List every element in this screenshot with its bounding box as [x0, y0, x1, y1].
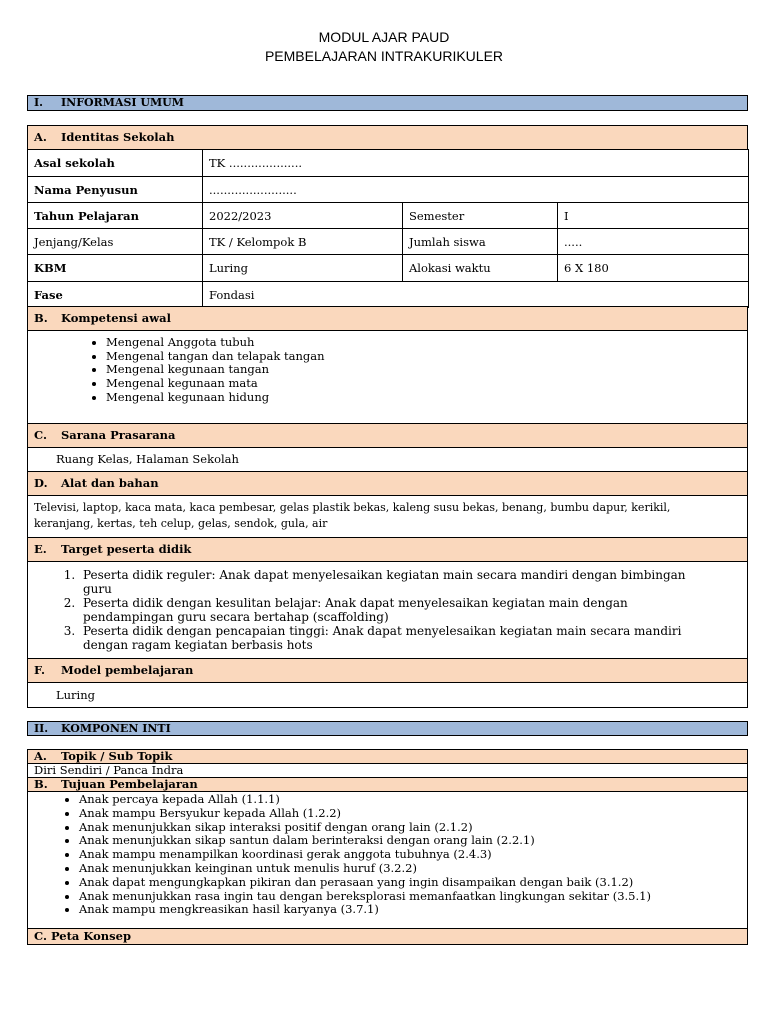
table-row — [28, 150, 749, 177]
alokasi-waktu-value: 6 X 180 — [558, 255, 749, 282]
asal-sekolah-value: TK .................... — [203, 150, 749, 177]
subsection-letter: B. — [34, 311, 48, 325]
list-item: • Anak mampu mengkreasikan hasil karyanya (3.7.1) — [79, 903, 747, 917]
semester-value: I — [558, 203, 749, 229]
list-item: • Mengenal kegunaan tangan — [106, 363, 747, 377]
subsection-title: Identitas Sekolah — [61, 130, 175, 144]
jumlah-siswa-value: ..... — [558, 229, 749, 255]
list-item: • Anak menunjukkan rasa ingin tau dengan bereksplorasi memanfaatkan lingkungan sekitar (3.5.1) — [79, 890, 747, 904]
jenjang-kelas-value: TK / Kelompok B — [203, 229, 403, 255]
table-row — [28, 229, 749, 255]
subsection-title: Sarana Prasarana — [61, 428, 176, 442]
fase-value: Fondasi — [203, 282, 749, 308]
target-peserta-body — [27, 561, 748, 659]
target-list — [28, 568, 717, 652]
tujuan-list — [28, 793, 747, 917]
list-item: • Anak menunjukkan keinginan untuk menulis huruf (3.2.2) — [79, 862, 747, 876]
kbm-label: KBM — [28, 255, 203, 282]
list-item: • Anak mampu Bersyukur kepada Allah (1.2.2) — [79, 807, 747, 821]
subsection-letter: C. — [34, 428, 47, 442]
tujuan-pembelajaran-body — [27, 791, 748, 929]
topik-body — [27, 763, 748, 778]
peta-konsep-header — [27, 928, 748, 945]
list-item: 3. Peserta didik dengan pencapaian tinggi: Anak dapat menyelesaikan kegiatan main secara mandiri dengan ragam kegiatan berbasis hots — [79, 624, 717, 652]
document-title-line1: MODUL AJAR PAUD — [318, 29, 450, 45]
subsection-title: Model pembelajaran — [61, 663, 194, 677]
list-item: • Mengenal tangan dan telapak tangan — [106, 350, 747, 364]
table-row — [28, 203, 749, 229]
table-row — [28, 255, 749, 282]
sarana-prasarana-text: Ruang Kelas, Halaman Sekolah — [56, 452, 239, 466]
subsection-title: Alat dan bahan — [61, 476, 159, 490]
section-title: INFORMASI UMUM — [61, 96, 184, 109]
list-item: • Anak menunjukkan sikap santun dalam berinteraksi dengan orang lain (2.2.1) — [79, 834, 747, 848]
list-item: • Anak percaya kepada Allah (1.1.1) — [79, 793, 747, 807]
model-pembelajaran-body — [27, 682, 748, 708]
jenjang-kelas-label: Jenjang/Kelas — [28, 229, 203, 255]
target-peserta-header — [27, 537, 748, 562]
list-item: • Mengenal Anggota tubuh — [106, 336, 747, 350]
model-pembelajaran-text: Luring — [56, 688, 95, 702]
kbm-value: Luring — [203, 255, 403, 282]
list-item: • Anak mampu menampilkan koordinasi gerak anggota tubuhnya (2.4.3) — [79, 848, 747, 862]
subsection-letter: D. — [34, 476, 48, 490]
table-row — [28, 282, 749, 308]
sarana-prasarana-body — [27, 447, 748, 472]
section-number: I. — [34, 96, 43, 109]
model-pembelajaran-header — [27, 658, 748, 683]
alat-bahan-line: keranjang, kertas, teh celup, gelas, sendok, gula, air — [34, 517, 328, 530]
tahun-pelajaran-value: 2022/2023 — [203, 203, 403, 229]
section-number: II. — [34, 722, 49, 735]
sarana-prasarana-header — [27, 423, 748, 448]
subsection-letter: F. — [34, 663, 46, 677]
alat-bahan-line: Televisi, laptop, kaca mata, kaca pembesar, gelas plastik bekas, kaleng susu bekas, benang, bumbu dapur, kerikil, — [34, 501, 671, 514]
section-title: KOMPONEN INTI — [61, 722, 171, 735]
nama-penyusun-label: Nama Penyusun — [28, 177, 203, 203]
list-item: • Mengenal kegunaan mata — [106, 377, 747, 391]
nama-penyusun-value: ........................ — [203, 177, 749, 203]
subsection-title: Tujuan Pembelajaran — [61, 777, 198, 791]
jumlah-siswa-label: Jumlah siswa — [403, 229, 558, 255]
semester-label: Semester — [403, 203, 558, 229]
kompetensi-awal-body — [27, 330, 748, 424]
list-item: 2. Peserta didik dengan kesulitan belajar: Anak dapat menyelesaikan kegiatan main dengan pendampingan guru secara bertahap (scaffolding) — [79, 596, 717, 624]
list-item: • Anak dapat mengungkapkan pikiran dan perasaan yang ingin disampaikan dengan baik (3.1.2) — [79, 876, 747, 890]
section-komponen-inti-header — [27, 721, 748, 736]
subsection-letter: B. — [34, 777, 48, 791]
alokasi-waktu-label: Alokasi waktu — [403, 255, 558, 282]
subsection-letter: A. — [34, 749, 47, 763]
document-title-line2: PEMBELAJARAN INTRAKURIKULER — [264, 48, 504, 64]
identitas-sekolah-header — [27, 125, 748, 150]
topik-header — [27, 749, 748, 764]
alat-bahan-body — [27, 495, 748, 538]
table-row — [28, 177, 749, 203]
asal-sekolah-label: Asal sekolah — [28, 150, 203, 177]
peta-konsep-title: C. Peta Konsep — [34, 929, 131, 943]
list-item: • Mengenal kegunaan hidung — [106, 391, 747, 405]
fase-label: Fase — [28, 282, 203, 308]
tahun-pelajaran-label: Tahun Pelajaran — [28, 203, 203, 229]
list-item: • Anak menunjukkan sikap interaksi positif dengan orang lain (2.1.2) — [79, 821, 747, 835]
alat-bahan-header — [27, 471, 748, 496]
subsection-letter: A. — [34, 130, 47, 144]
list-item: 1. Peserta didik reguler: Anak dapat menyelesaikan kegiatan main secara mandiri dengan bimbingan guru — [79, 568, 717, 596]
tujuan-pembelajaran-header — [27, 777, 748, 792]
subsection-title: Target peserta didik — [61, 542, 192, 556]
subsection-title: Kompetensi awal — [61, 311, 171, 325]
kompetensi-list — [28, 336, 747, 405]
subsection-title: Topik / Sub Topik — [61, 749, 173, 763]
section-informasi-umum-header — [27, 95, 748, 111]
topik-text: Diri Sendiri / Panca Indra — [34, 763, 184, 777]
kompetensi-awal-header — [27, 306, 748, 331]
identitas-table — [27, 149, 749, 308]
subsection-letter: E. — [34, 542, 47, 556]
